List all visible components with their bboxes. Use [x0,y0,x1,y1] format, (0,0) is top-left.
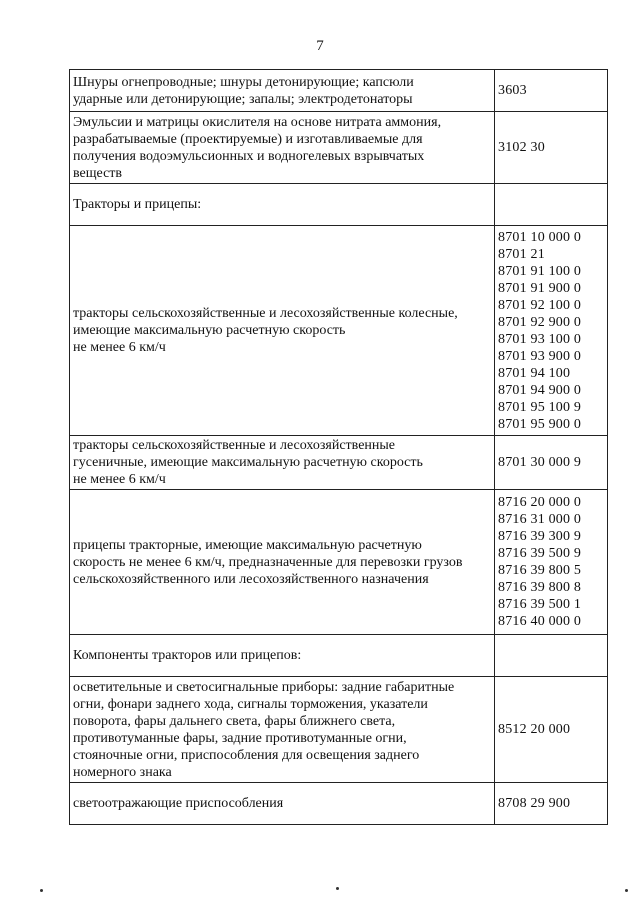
tnved-code: 8512 20 000 [498,722,571,737]
description-cell [70,783,495,825]
tnved-code: 8701 30 000 9 [498,455,582,470]
description-text: тракторы сельскохозяйственные и лесохозяйственные колесные, имеющие максимальную расчетную скорость не менее 6 км/ч [73,306,458,355]
description-cell [70,490,495,635]
tnved-code: 8716 20 000 0 [498,495,582,510]
table-body [70,70,608,825]
code-cell [495,783,608,825]
tnved-code: 8701 95 900 0 [498,416,582,432]
table-row [70,783,608,825]
table-row [70,70,608,112]
description-text: Эмульсии и матрицы окислителя на основе нитрата аммония, разрабатываемые (проектируемые) и изготавливаемые для получения водоэмульсионных и водногелевых взрывчатых веществ [73,114,442,181]
scan-dot [625,889,628,892]
tnved-code: 8701 93 100 0 [498,331,582,347]
code-cell [495,184,608,226]
description-text: светоотражающие приспособления [73,796,284,811]
description-text: прицепы тракторные, имеющие максимальную расчетную скорость не менее 6 км/ч, предназначенные для перевозки грузов сельскохозяйственного или лесохозяйственного назначения [73,537,463,587]
tnved-code: 8701 91 900 0 [498,280,582,296]
description-text: Шнуры огнепроводные; шнуры детонирующие; капсюли ударные или детонирующие; запалы; электродетонаторы [73,74,414,107]
tnved-code: 8701 93 900 0 [498,348,582,364]
tnved-code: 3603 [498,83,527,98]
code-cell [495,112,608,184]
description-cell [70,635,495,677]
tnved-code: 8716 31 000 0 [498,512,582,527]
description-cell [70,677,495,783]
description-cell [70,184,495,226]
description-cell [70,112,495,184]
description-text: Тракторы и прицепы: [73,197,202,212]
description-text: осветительные и светосигнальные приборы: задние габаритные огни, фонари заднего хода, сигналы торможения, указатели поворота, фары дальнего света, фары ближнего света, противотуманные фары, задние противотуманные огни, стояночные огни, приспособления для освещения заднего номерного знака [73,679,455,780]
table-row [70,436,608,490]
tnved-code: 8708 29 900 [498,796,571,811]
tnved-code: 8716 39 500 9 [498,546,582,561]
description-cell [70,226,495,436]
code-cell [495,677,608,783]
table-row [70,226,608,436]
regulation-table [69,69,608,825]
description-text: Компоненты тракторов или прицепов: [73,648,302,663]
code-cell [495,490,608,635]
tnved-code: 8716 40 000 0 [498,614,582,629]
code-cell [495,70,608,112]
table-row [70,677,608,783]
tnved-code: 8701 95 100 9 [498,399,582,415]
tnved-code: 8701 91 100 0 [498,263,582,279]
table-row [70,635,608,677]
tnved-code: 8701 94 900 0 [498,382,582,398]
scan-dot [336,887,339,890]
table-row [70,490,608,635]
description-text: тракторы сельскохозяйственные и лесохозяйственные гусеничные, имеющие максимальную расчетную скорость не менее 6 км/ч [73,438,423,487]
tnved-code: 8701 21 [498,246,545,262]
page-number: 7 [316,38,324,54]
table-row [70,112,608,184]
code-cell [495,436,608,490]
table-row [70,184,608,226]
tnved-code: 8701 92 100 0 [498,297,582,313]
code-cell [495,226,608,436]
scan-dot [40,889,43,892]
tnved-code: 8716 39 300 9 [498,529,582,544]
tnved-code: 8716 39 800 5 [498,563,582,578]
tnved-code: 8701 10 000 0 [498,229,582,245]
tnved-code: 8716 39 500 1 [498,597,582,612]
description-cell [70,436,495,490]
tnved-code: 8716 39 800 8 [498,580,582,595]
description-cell [70,70,495,112]
tnved-code: 8701 92 900 0 [498,314,582,330]
tnved-code: 3102 30 [498,140,545,155]
code-cell [495,635,608,677]
tnved-code: 8701 94 100 [498,365,571,381]
